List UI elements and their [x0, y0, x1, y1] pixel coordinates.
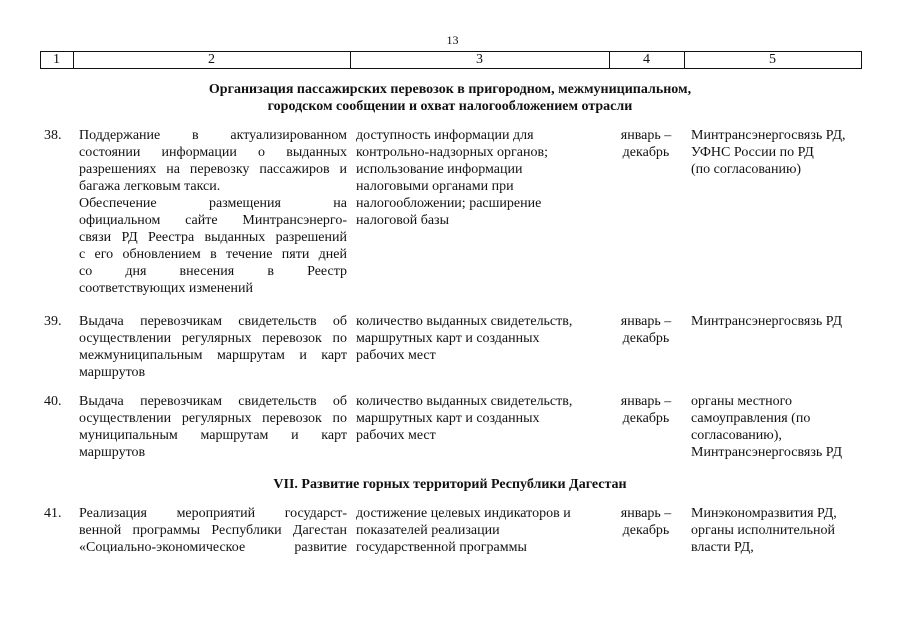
description-line: багажа легковым такси. — [79, 179, 221, 194]
result-line: налогообложении; расширение — [356, 196, 542, 211]
executor-line: самоуправления (по — [691, 411, 811, 426]
row-result — [356, 393, 606, 444]
executor-line: Минэкономразвития РД, — [691, 506, 837, 521]
description-line: венной программы Республики Дагестан — [79, 523, 347, 538]
executor-line: органы исполнительной — [691, 523, 836, 538]
row-executor — [691, 313, 891, 330]
result-line: доступность информации для — [356, 128, 534, 143]
executor-line: власти РД, — [691, 540, 754, 555]
row-term — [611, 393, 681, 427]
executor-line: Минтрансэнергосвязь РД — [691, 314, 843, 329]
section-heading: VII. Развитие горных территорий Республики Дагестан — [273, 477, 627, 492]
description-line: Выдача перевозчикам свидетельств об — [79, 314, 347, 329]
header-col-2: 2 — [208, 52, 215, 67]
description-line: межмуниципальным маршрутам и карт — [79, 348, 347, 363]
description-line: муниципальным маршрутам и карт — [79, 428, 347, 443]
description-line: Поддержание в актуализированном — [79, 128, 347, 143]
result-line: государственной программы — [356, 540, 527, 555]
term-line: январь – — [620, 394, 672, 409]
executor-line: УФНС России по РД — [691, 145, 814, 160]
result-line: рабочих мест — [356, 348, 436, 363]
term-line: январь – — [620, 314, 672, 329]
executor-line: Минтрансэнергосвязь РД — [691, 445, 843, 460]
description-line: осуществлении регулярных перевозок по — [79, 411, 347, 426]
row-description — [79, 393, 347, 461]
description-line: связи РД Реестра выданных разрешений — [79, 230, 347, 245]
term-line: декабрь — [622, 145, 670, 160]
description-line: соответствующих изменений — [79, 281, 253, 296]
row-description — [79, 127, 347, 297]
term-line: декабрь — [622, 411, 670, 426]
row-description — [79, 505, 347, 556]
description-line: маршрутов — [79, 445, 146, 460]
description-line: Реализация мероприятий государст- — [79, 506, 347, 521]
description-line: Обеспечение размещения на — [79, 196, 347, 211]
description-line: осуществлении регулярных перевозок по — [79, 331, 347, 346]
row-description — [79, 313, 347, 381]
row-result — [356, 313, 606, 364]
term-line: январь – — [620, 128, 672, 143]
header-divider — [861, 51, 862, 68]
row-result — [356, 127, 606, 229]
section-heading-line: городском сообщении и охват налогообложением отрасли — [267, 99, 633, 114]
description-line: состоянии информации о выданных — [79, 145, 347, 160]
result-line: количество выданных свидетельств, — [356, 314, 573, 329]
result-line: налоговыми органами при — [356, 179, 514, 194]
header-col-1: 1 — [53, 52, 60, 67]
result-line: рабочих мест — [356, 428, 436, 443]
result-line: контрольно-надзорных органов; — [356, 145, 549, 160]
row-number: 38. — [44, 128, 62, 143]
result-line: маршрутных карт и созданных — [356, 411, 540, 426]
header-col-3: 3 — [476, 52, 483, 67]
result-line: достижение целевых индикаторов и — [356, 506, 571, 521]
row-term — [611, 505, 681, 539]
description-line: «Социально-экономическое развитие — [79, 540, 347, 555]
row-term — [611, 313, 681, 347]
description-line: Выдача перевозчикам свидетельств об — [79, 394, 347, 409]
row-result — [356, 505, 606, 556]
row-executor — [691, 393, 891, 461]
row-number: 39. — [44, 314, 62, 329]
result-line: маршрутных карт и созданных — [356, 331, 540, 346]
executor-line: органы местного — [691, 394, 792, 409]
description-line: с его обновлением в течение пяти дней — [79, 247, 347, 262]
description-line: разрешениях на перевозку пассажиров и — [79, 162, 347, 177]
section-heading-line: Организация пассажирских перевозок в пригородном, межмуниципальном, — [208, 82, 692, 97]
term-line: декабрь — [622, 331, 670, 346]
result-line: налоговой базы — [356, 213, 449, 228]
executor-line: Минтрансэнергосвязь РД, — [691, 128, 846, 143]
row-number: 40. — [44, 394, 62, 409]
term-line: декабрь — [622, 523, 670, 538]
row-number: 41. — [44, 506, 62, 521]
section-heading — [40, 81, 860, 115]
row-executor — [691, 505, 891, 556]
description-line: официальном сайте Минтрансэнерго- — [79, 213, 347, 228]
term-line: январь – — [620, 506, 672, 521]
header-col-5: 5 — [769, 52, 776, 67]
description-line: со дня внесения в Реестр — [79, 264, 347, 279]
header-col-4: 4 — [643, 52, 650, 67]
executor-line: (по согласованию) — [691, 162, 802, 177]
result-line: использование информации — [356, 162, 523, 177]
result-line: показателей реализации — [356, 523, 500, 538]
executor-line: согласованию), — [691, 428, 782, 443]
row-executor — [691, 127, 891, 178]
row-term — [611, 127, 681, 161]
header-bottom-border — [40, 68, 862, 69]
page-number: 13 — [446, 33, 459, 47]
description-line: маршрутов — [79, 365, 146, 380]
result-line: количество выданных свидетельств, — [356, 394, 573, 409]
